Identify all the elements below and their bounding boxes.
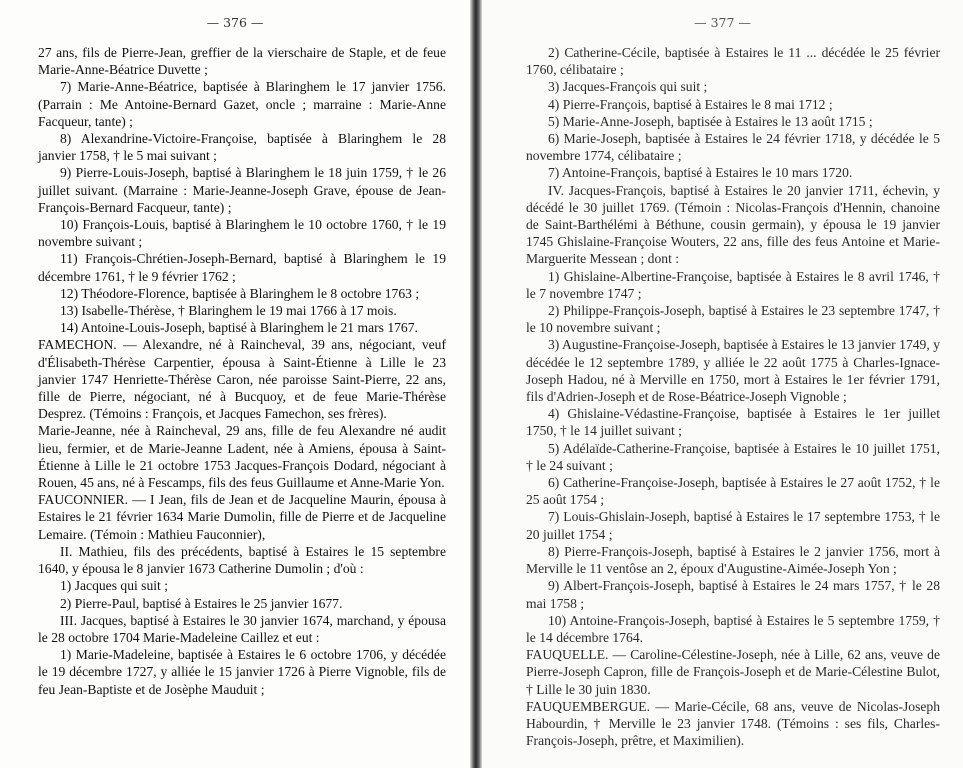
paragraph-p11: Marie-Jeanne, née à Raincheval, 29 ans, fille de feu Alexandre né audit lieu, fermier, et de Marie-Jeanne Ladent, née à Amiens, épousa à Saint-Étienne à Lille le 21 octobre 1753 Jacques-François Dodard, négociant à Rouen, 45 ans, né à Fescamps, fils des feus Guillaume et Anne-Marie Yon. xyxy=(38,423,446,491)
left-page xyxy=(0,0,470,768)
right-page-text xyxy=(526,44,940,749)
paragraph-p16: III. Jacques, baptisé à Estaires le 30 janvier 1674, marchand, y épousa le 28 octobre 1704 Marie-Madeleine Caillez et eut : xyxy=(38,612,446,645)
book-gutter xyxy=(470,0,482,768)
paragraph-p1: 27 ans, fils de Pierre-Jean, greffier de la vierschaire de Staple, et de feue Marie-Anne-Béatrice Duvette ; xyxy=(38,45,446,78)
right-page xyxy=(482,0,963,768)
paragraph-q19: FAUQUEMBERGUE. — Marie-Cécile, 68 ans, veuve de Nicolas-Joseph Habourdin, † Merville le 23 janvier 1748. (Témoins : ses fils, Charles-François-Joseph, prêtre, et Maximilien). xyxy=(526,698,940,749)
paragraph-p14: 1) Jacques qui suit ; xyxy=(60,578,168,594)
paragraph-q18: FAUQUELLE. — Caroline-Célestine-Joseph, née à Lille, 62 ans, veuve de Pierre-Joseph Capron, fille de François-Joseph et de Marie-Célestine Bulot, † Lille le 30 juin 1830. xyxy=(526,647,940,697)
paragraph-p4: 9) Pierre-Louis-Joseph, baptisé à Blaringhem le 18 juin 1759, † le 26 juillet suivant. (Marraine : Marie-Jeanne-Joseph Grave, épouse de Jean-François-Bernard Facqueur, tante) ; xyxy=(38,165,446,215)
paragraph-q1: 2) Catherine-Cécile, baptisée à Estaires le 11 ... décédée le 25 février 1760, célibataire ; xyxy=(526,45,940,78)
paragraph-q9: 2) Philippe-François-Joseph, baptisé à Estaires le 23 septembre 1747, † le 10 novembre suivant ; xyxy=(526,303,940,336)
paragraph-p12: FAUCONNIER. — I Jean, fils de Jean et de Jacqueline Maurin, épousa à Estaires le 21 février 1634 Marie Dumolin, fille de Pierre et de Jacqueline Lemaire. (Témoin : Mathieu Fauconnier), xyxy=(38,492,446,542)
paragraph-p15: 2) Pierre-Paul, baptisé à Estaires le 25 janvier 1677. xyxy=(60,595,343,611)
paragraph-p7: 12) Théodore-Florence, baptisée à Blaringhem le 8 octobre 1763 ; xyxy=(60,285,420,301)
paragraph-q4: 5) Marie-Anne-Joseph, baptisée à Estaires le 13 août 1715 ; xyxy=(548,113,873,129)
paragraph-p5: 10) François-Louis, baptisé à Blaringhem le 10 octobre 1760, † le 19 novembre suivant ; xyxy=(38,217,446,250)
paragraph-q15: 8) Pierre-François-Joseph, baptisé à Estaires le 2 janvier 1756, mort à Merville le 11 ventôse an 2, époux d'Augustine-Aimée-Joseph Yon ; xyxy=(526,543,940,577)
paragraph-q5: 6) Marie-Joseph, baptisée à Estaires le 24 février 1718, y décédée le 5 novembre 1774, célibataire ; xyxy=(526,131,940,164)
paragraph-p9: 14) Antoine-Louis-Joseph, baptisé à Blaringhem le 21 mars 1767. xyxy=(60,320,418,336)
paragraph-p2: 7) Marie-Anne-Béatrice, baptisée à Blaringhem le 17 janvier 1756. (Parrain : Me Antoine-Bernard Gazet, oncle ; marraine : Marie-Anne Facqueur, tante) ; xyxy=(38,79,446,129)
page-number-right: — 377 — xyxy=(694,15,751,30)
paragraph-q6: 7) Antoine-François, baptisé à Estaires le 10 mars 1720. xyxy=(548,165,853,181)
paragraph-q16: 9) Albert-François-Joseph, baptisé à Estaires le 24 mars 1757, † le 28 mai 1758 ; xyxy=(526,578,940,611)
paragraph-q7: IV. Jacques-François, baptisé à Estaires le 20 janvier 1711, échevin, y décédé le 30 juillet 1769. (Témoin : Nicolas-François d'Hennin, chanoine de Saint-Barthélémi à Béthune, cousin germain), y épousa le 19 janvier 1745 Ghislaine-Françoise Wouters, 22 ans, fille des feus Antoine et Marie-Marguerite Messean ; dont : xyxy=(526,182,940,267)
paragraph-q14: 7) Louis-Ghislain-Joseph, baptisé à Estaires le 17 septembre 1753, † le 20 juillet 1754 ; xyxy=(526,509,940,542)
paragraph-q13: 6) Catherine-Françoise-Joseph, baptisée à Estaires le 27 août 1752, † le 25 août 1754 ; xyxy=(526,475,940,508)
paragraph-q8: 1) Ghislaine-Albertine-Françoise, baptisée à Estaires le 8 avril 1746, † le 7 novembre 1747 ; xyxy=(526,268,940,301)
paragraph-q11: 4) Ghislaine-Védastine-Françoise, baptisée à Estaires le 1er juillet 1750, † le 14 juillet suivant ; xyxy=(526,406,940,439)
paragraph-p10: FAMECHON. — Alexandre, né à Raincheval, 39 ans, négociant, veuf d'Élisabeth-Thérèse Carpentier, épousa à Saint-Étienne à Lille le 23 janvier 1747 Henriette-Thérèse Caron, née paroisse Saint-Pierre, 22 ans, fille de Pierre, négociant, né à Bucquoy, et de feue Marie-Thérèse Desprez. (Témoins : François, et Jacques Famechon, ses frères). xyxy=(38,337,446,422)
paragraph-p13: II. Mathieu, fils des précédents, baptisé à Estaires le 15 septembre 1640, y épousa le 8 janvier 1673 Catherine Dumolin ; d'où : xyxy=(38,543,446,577)
left-page-text xyxy=(38,44,446,698)
paragraph-p17: 1) Marie-Madeleine, baptisée à Estaires le 6 octobre 1706, y décédée le 19 décembre 1727, y alliée le 15 janvier 1726 à Pierre Vignoble, fils de feu Jean-Baptiste et de Josèphe Mauduit ; xyxy=(38,647,446,697)
page-number-left: — 376 — xyxy=(206,15,264,30)
paragraph-p8: 13) Isabelle-Thérèse, † Blaringhem le 19 mai 1766 à 17 mois. xyxy=(60,303,397,319)
paragraph-q10: 3) Augustine-Françoise-Joseph, baptisée à Estaires le 13 janvier 1749, y décédée le 12 septembre 1789, y alliée le 22 août 1775 à Charles-Ignace-Joseph Hadou, né à Merville en 1750, mort à Estaires le 1er février 1791, fils d'Adrien-Joseph et de Rose-Béatrice-Joseph Vignoble ; xyxy=(526,337,940,405)
paragraph-q3: 4) Pierre-François, baptisé à Estaires le 8 mai 1712 ; xyxy=(548,96,833,112)
paragraph-p6: 11) François-Chrétien-Joseph-Bernard, baptisé à Blaringhem le 19 décembre 1761, † le 9 février 1762 ; xyxy=(38,251,446,284)
paragraph-q12: 5) Adélaïde-Catherine-Françoise, baptisée à Estaires le 10 juillet 1751, † le 24 suivant ; xyxy=(526,440,940,473)
paragraph-q2: 3) Jacques-François qui suit ; xyxy=(548,79,708,95)
paragraph-p3: 8) Alexandrine-Victoire-Françoise, baptisée à Blaringhem le 28 janvier 1758, † le 5 mai suivant ; xyxy=(38,131,446,164)
paragraph-q17: 10) Antoine-François-Joseph, baptisé à Estaires le 5 septembre 1759, † le 14 décembre 1764. xyxy=(526,612,940,645)
